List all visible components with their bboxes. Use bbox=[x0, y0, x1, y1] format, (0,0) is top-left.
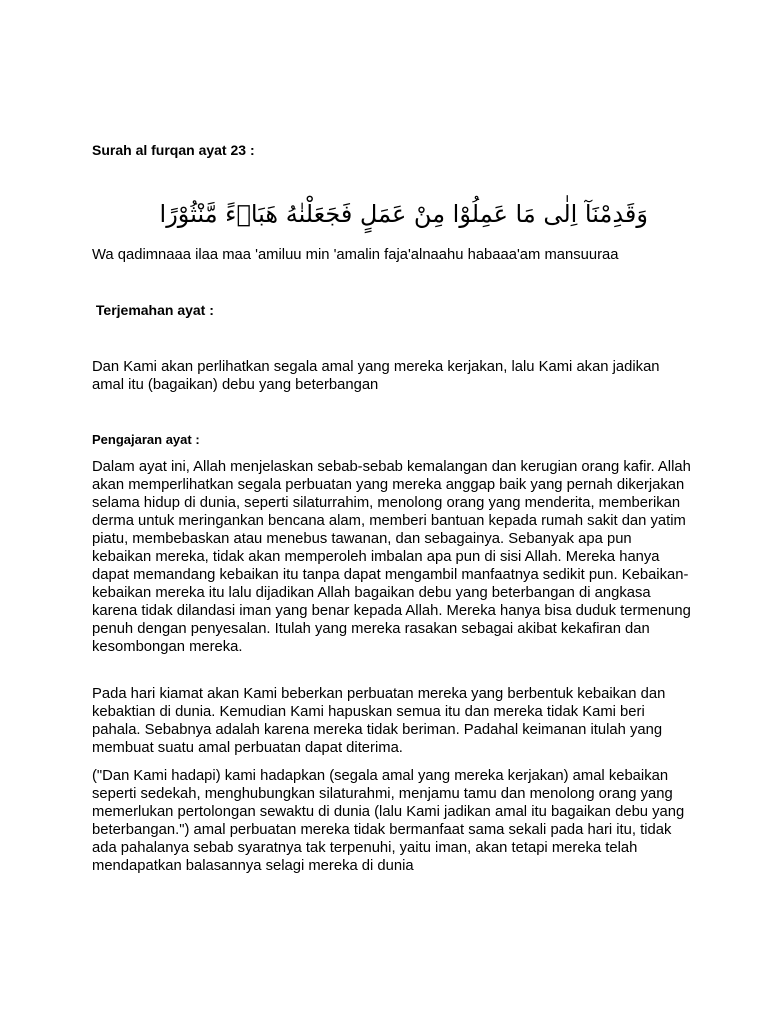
translation-text: Dan Kami akan perlihatkan segala amal yang mereka kerjakan, lalu Kami akan jadikan amal itu (bagaikan) debu yang beterbangan bbox=[92, 359, 660, 393]
teaching-paragraph-2: Pada hari kiamat akan Kami beberkan perbuatan mereka yang berbentuk kebaikan dan kebaktian di dunia. Kemudian Kami hapuskan semua itu dan mereka tidak Kami beri pahala. Sebabnya adalah karena mereka tidak beriman. Padahal keimanan itulah yang membuat suatu amal perbuatan dapat diterima. bbox=[92, 686, 666, 756]
arabic-verse: وَقَدِمْنَآ اِلٰى مَا عَمِلُوْا مِنْ عَمَلٍ فَجَعَلْنٰهُ هَبَاۤءً مَّنْثُوْرًا bbox=[159, 200, 648, 228]
teaching-heading: Pengajaran ayat : bbox=[92, 432, 200, 447]
surah-heading: Surah al furqan ayat 23 : bbox=[92, 142, 255, 158]
teaching-paragraph-3: ("Dan Kami hadapi) kami hadapkan (segala amal yang mereka kerjakan) amal kebaikan seperti sedekah, menghubungkan silaturahmi, menjamu tamu dan menolong orang yang memerlukan pertolongan sewaktu di dunia (lalu Kami jadikan amal itu bagaikan debu yang beterbangan.") amal perbuatan mereka tidak bermanfaat sama sekali pada hari itu, tidak ada pahalanya sebab syaratnya tak terpenuhi, yaitu iman, akan tetapi mereka telah mendapatkan balasannya selagi mereka di dunia bbox=[92, 768, 685, 874]
translation-heading: Terjemahan ayat : bbox=[92, 302, 214, 318]
teaching-paragraph-1: Dalam ayat ini, Allah menjelaskan sebab-sebab kemalangan dan kerugian orang kafir. Allah akan memperlihatkan segala perbuatan yang mereka anggap baik yang pernah dikerjakan selama hidup di dunia, seperti silaturrahim, menolong orang yang menderita, memberikan derma untuk meringankan bencana alam, memberi bantuan kepada rumah sakit dan yatim piatu, membebaskan atau menebus tawanan, dan sebagainya. Sebanyak apa pun kebaikan mereka, tidak akan memperoleh imbalan apa pun di sisi Allah. Mereka hanya dapat memandang kebaikan itu tanpa dapat mengambil manfaatnya sedikit pun. Kebaikan-kebaikan mereka itu lalu dijadikan Allah bagaikan debu yang beterbangan di angkasa karena tidak dilandasi iman yang benar kepada Allah. Mereka hanya bisa duduk termenung penuh dengan penyesalan. Itulah yang mereka rasakan sebagai akibat kekafiran dan kesombongan mereka. bbox=[92, 459, 691, 655]
transliteration-text: Wa qadimnaaa ilaa maa 'amiluu min 'amalin faja'alnaahu habaaa'am mansuuraa bbox=[92, 247, 619, 263]
